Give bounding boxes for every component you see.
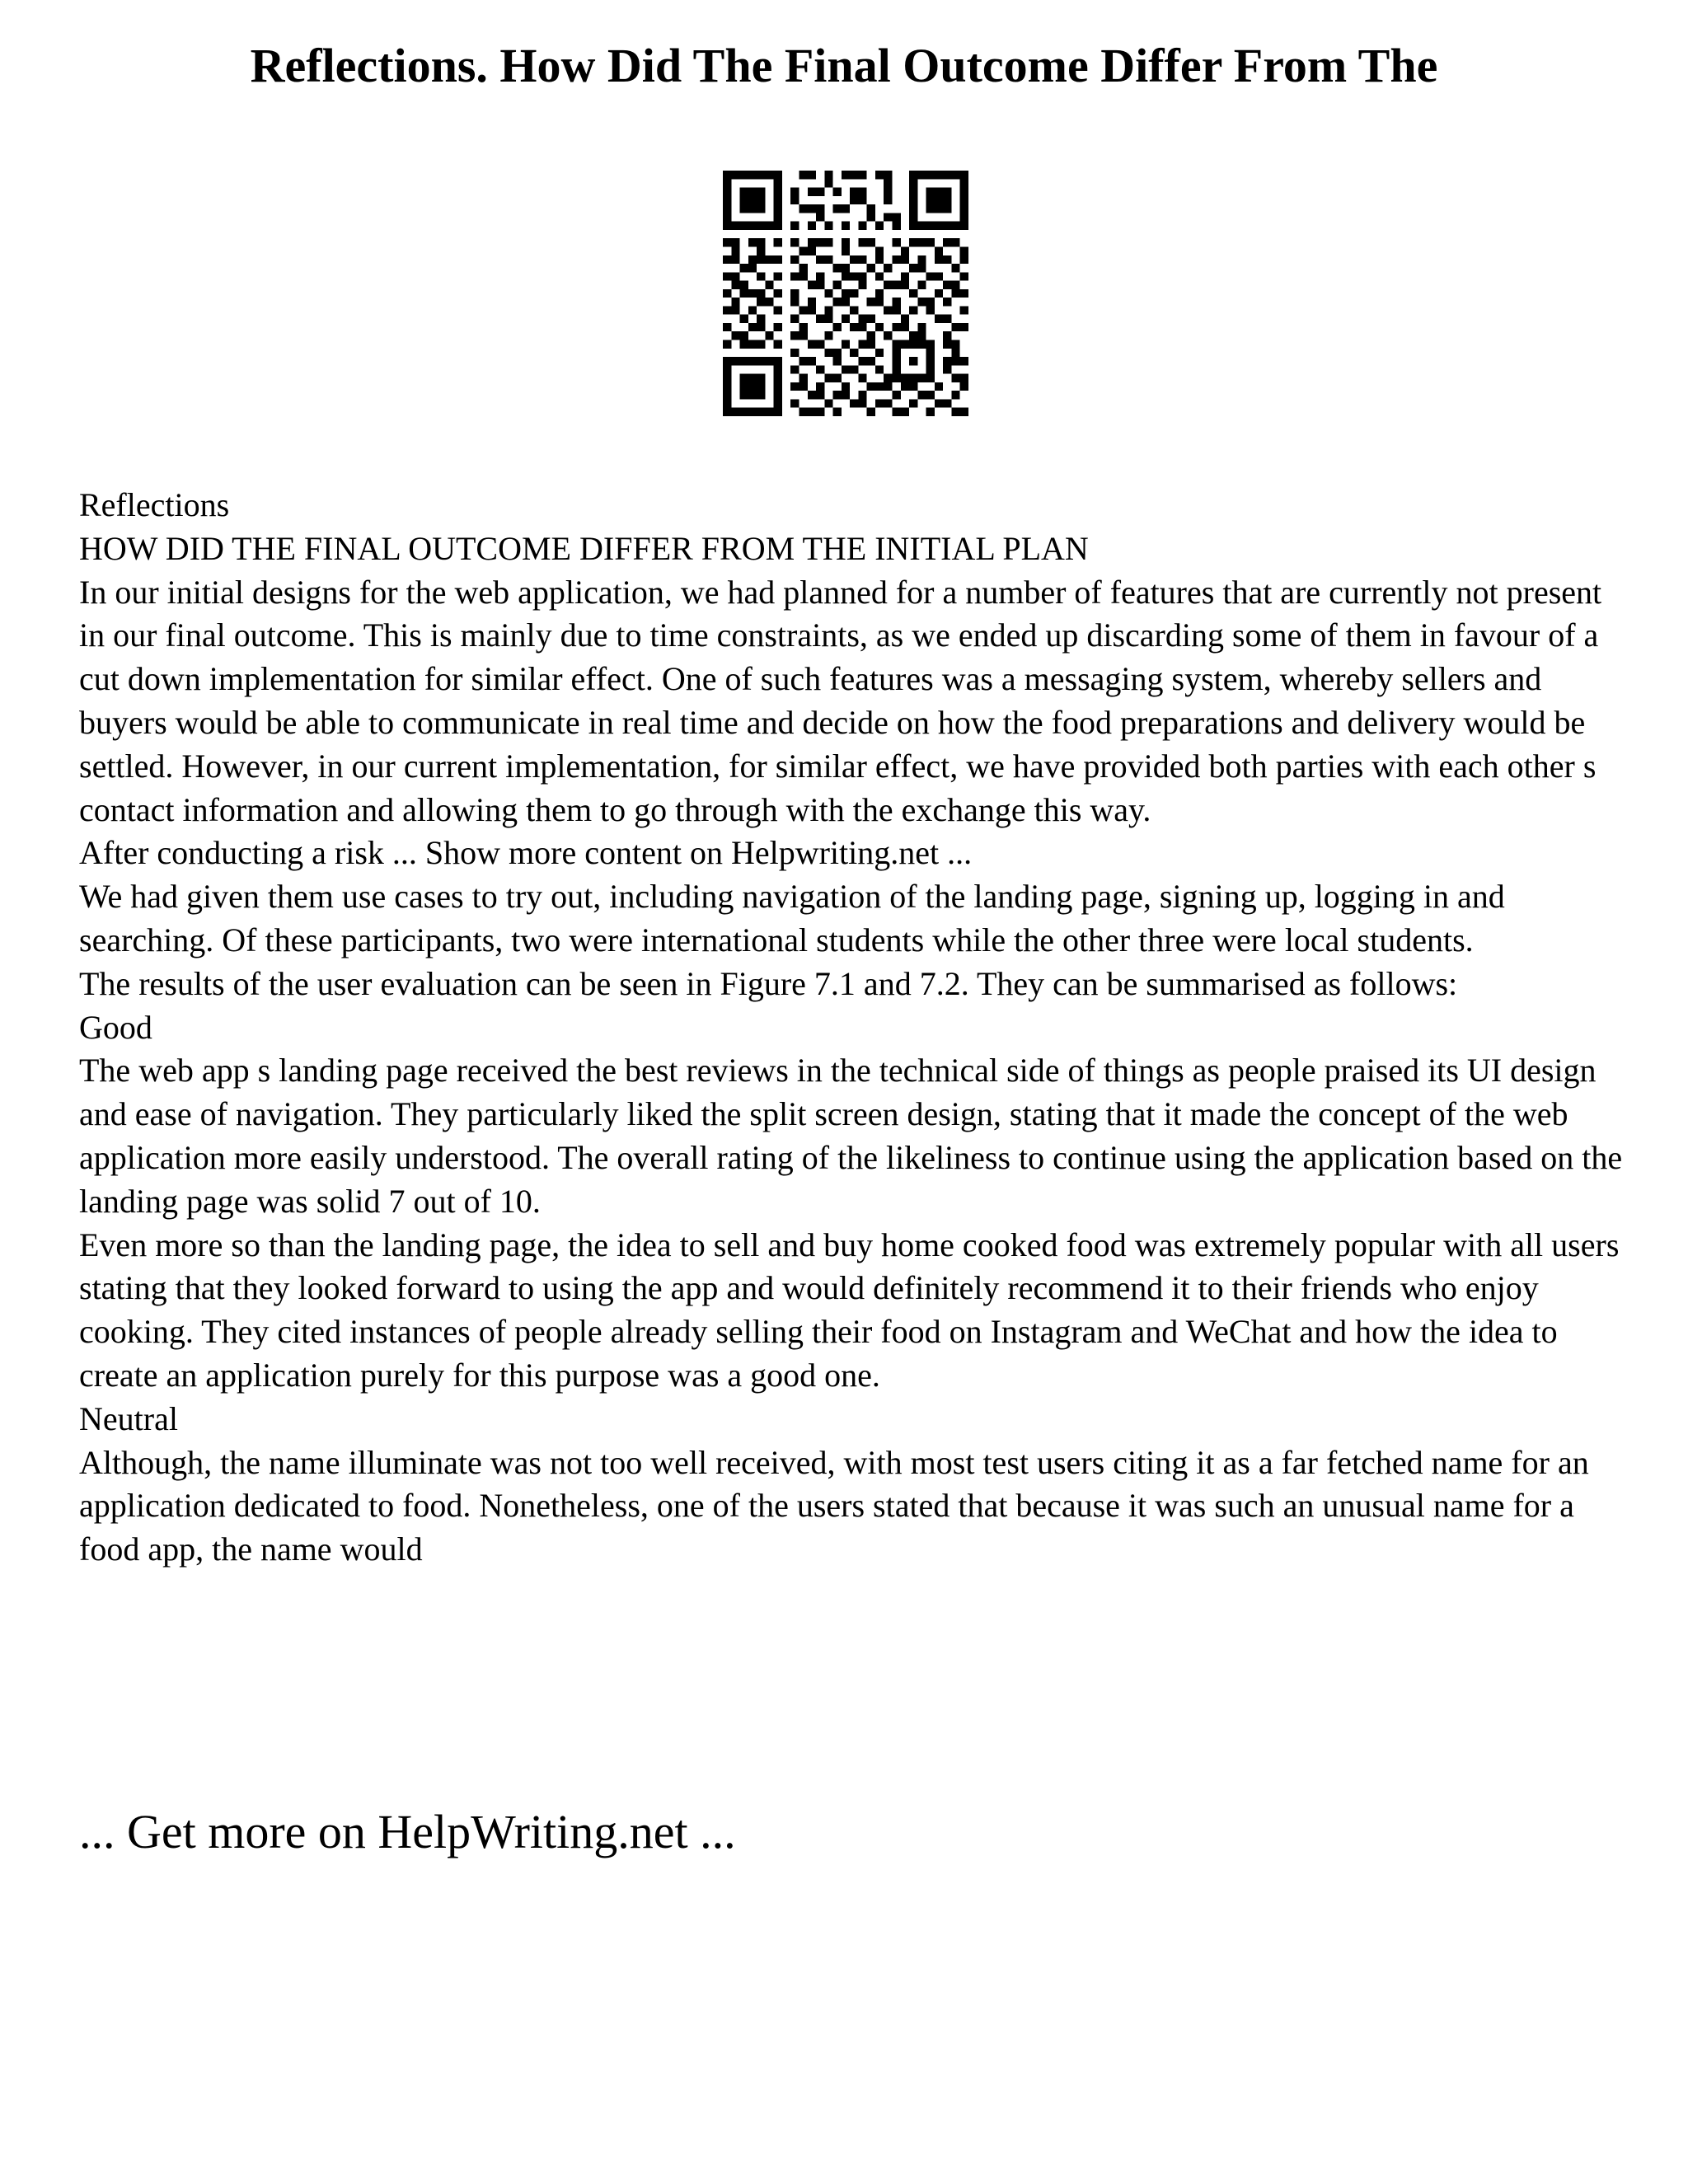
subsection-heading: HOW DID THE FINAL OUTCOME DIFFER FROM THE INITIAL PLAN bbox=[79, 529, 1089, 567]
qr-code bbox=[723, 171, 968, 416]
paragraph: Even more so than the landing page, the idea to sell and buy home cooked food was extremely popular with all users stating that they looked forward to using the app and would definitely recommend it to their friends who enjoy cooking. They cited instances of people already selling their food on Instagram and WeChat and how the idea to create an application purely for this purpose was a good one. bbox=[79, 1226, 1620, 1394]
document-title: Reflections. How Did The Final Outcome Differ From The bbox=[250, 39, 1438, 92]
section-heading: Reflections bbox=[79, 486, 230, 523]
qr-code-graphic bbox=[723, 171, 968, 416]
paragraph: The web app s landing page received the best reviews in the technical side of things as people praised its UI design and ease of navigation. They particularly liked the split screen design, stating that it made the concept of the web application more easily understood. The overall rating of the likeliness to continue using the application based on the landing page was solid 7 out of 10. bbox=[79, 1052, 1623, 1220]
paragraph: Although, the name illuminate was not too well received, with most test users citing it as a far fetched name for an application dedicated to food. Nonetheless, one of the users stated that because it was such an unusual name for a food app, the name would bbox=[79, 1443, 1589, 1568]
document-body bbox=[79, 484, 1629, 1572]
category-heading-neutral: Neutral bbox=[79, 1399, 178, 1437]
get-more-link[interactable]: ... Get more on HelpWriting.net ... bbox=[79, 1805, 736, 1858]
show-more-line: After conducting a risk ... Show more content on Helpwriting.net ... bbox=[79, 834, 973, 872]
category-heading-good: Good bbox=[79, 1008, 152, 1046]
paragraph: The results of the user evaluation can be seen in Figure 7.1 and 7.2. They can be summarised as follows: bbox=[79, 964, 1458, 1002]
paragraph: We had given them use cases to try out, including navigation of the landing page, signing up, logging in and searching. Of these participants, two were international students while the other three were local students. bbox=[79, 878, 1505, 958]
paragraph: In our initial designs for the web application, we had planned for a number of features that are currently not present in our final outcome. This is mainly due to time constraints, as we ended up discarding some of them in favour of a cut down implementation for similar effect. One of such features was a messaging system, whereby sellers and buyers would be able to communicate in real time and decide on how the food preparations and delivery would be settled. However, in our current implementation, for similar effect, we have provided both parties with each other s contact information and allowing them to go through with the exchange this way. bbox=[79, 573, 1602, 828]
